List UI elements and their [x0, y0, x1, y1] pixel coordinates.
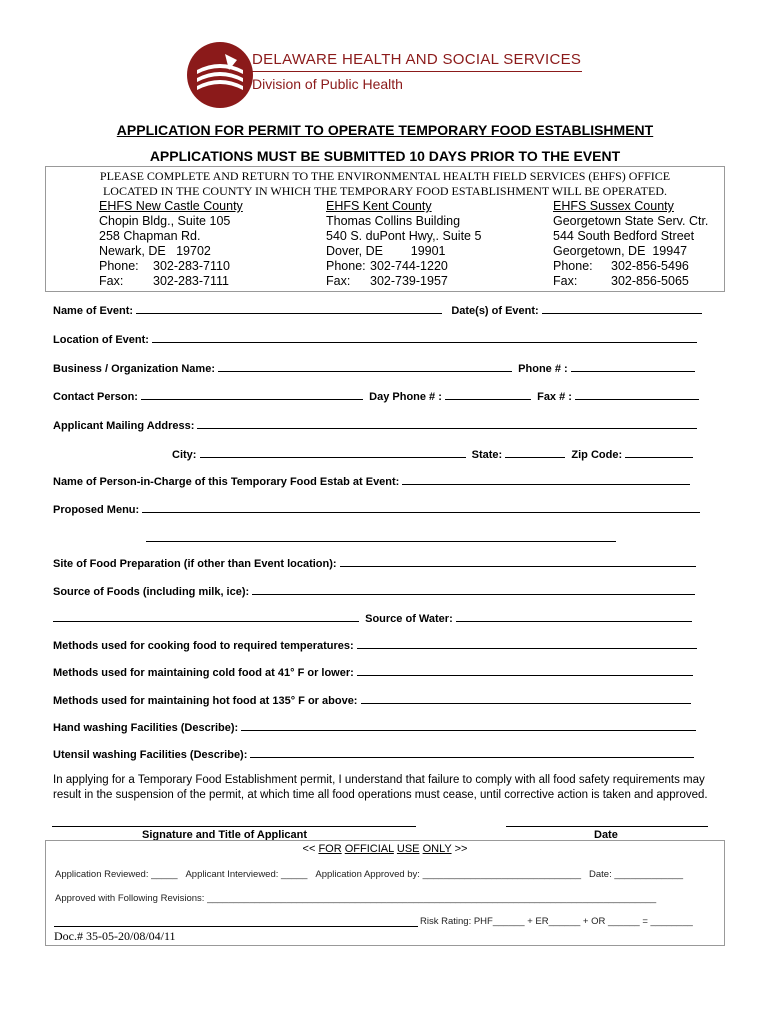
phone-field[interactable] — [571, 370, 695, 372]
water-source-field[interactable] — [456, 620, 692, 622]
cold-field[interactable] — [357, 674, 693, 676]
official-date[interactable]: Date: _____________ — [589, 869, 684, 880]
form-subtitle: APPLICATIONS MUST BE SUBMITTED 10 DAYS PRIOR TO THE EVENT — [149, 148, 621, 164]
food-source-label: Source of Foods (including milk, ice): — [53, 586, 250, 598]
event-dates-field[interactable] — [542, 312, 702, 314]
revisions-line[interactable] — [54, 926, 418, 927]
pic-field[interactable] — [402, 483, 690, 485]
event-name-field[interactable] — [136, 312, 442, 314]
office-line: 544 South Bedford Street — [553, 229, 695, 243]
heading-use: USE — [396, 843, 420, 855]
cooking-label: Methods used for cooking food to required temperatures: — [53, 640, 354, 652]
office-line: Chopin Bldg., Suite 105 — [99, 214, 231, 228]
state-label: State: — [471, 449, 503, 461]
cooking-field[interactable] — [357, 647, 697, 649]
fax-label: Fax # : — [537, 391, 572, 403]
applicant-statement: In applying for a Temporary Food Establishment permit, I understand that failure to comply with all food safety requirements may result in the suspension of the permit, at which time all food operations must cease, until corrective action is taken and approved. — [53, 774, 708, 801]
zip-label: Zip Code: — [571, 449, 623, 461]
location-label: Location of Event: — [53, 334, 149, 346]
signature-line[interactable] — [52, 826, 416, 827]
office-name: EHFS Sussex County — [553, 199, 674, 213]
office-fax: 302-856-5065 — [611, 274, 689, 288]
hot-field[interactable] — [361, 702, 691, 704]
utensil-field[interactable] — [250, 756, 694, 758]
form-title: APPLICATION FOR PERMIT TO OPERATE TEMPORARY FOOD ESTABLISHMENT — [116, 122, 654, 138]
applicant-interviewed[interactable]: Applicant Interviewed: _____ — [185, 869, 308, 880]
office-line: Dover, DE 19901 — [326, 244, 446, 258]
office-line: 540 S. duPont Hwy,. Suite 5 — [326, 229, 482, 243]
heading-suffix: >> — [451, 843, 468, 855]
office-new-castle — [99, 199, 243, 289]
day-phone-label: Day Phone # : — [369, 391, 442, 403]
contact-field[interactable] — [141, 398, 363, 400]
office-kent — [326, 199, 481, 289]
utensil-label: Utensil washing Facilities (Describe): — [53, 749, 248, 761]
zip-field[interactable] — [625, 456, 693, 458]
cold-label: Methods used for maintaining cold food at 41° F or lower: — [53, 667, 354, 679]
handwash-label: Hand washing Facilities (Describe): — [53, 722, 239, 734]
phone-label: Phone: — [326, 259, 366, 273]
location-field[interactable] — [152, 341, 697, 343]
risk-rating[interactable]: Risk Rating: PHF______ + ER______ + OR ______ = ________ — [420, 916, 693, 927]
dhss-logo — [185, 40, 255, 110]
event-name-label: Name of Event: — [53, 305, 134, 317]
food-source-field[interactable] — [252, 593, 695, 595]
office-fax: 302-739-1957 — [370, 274, 448, 288]
pic-label: Name of Person-in-Charge of this Temporary Food Estab at Event: — [53, 476, 400, 488]
business-label: Business / Organization Name: — [53, 363, 215, 375]
mailing-label: Applicant Mailing Address: — [53, 420, 195, 432]
mailing-field[interactable] — [197, 427, 697, 429]
office-name: EHFS Kent County — [326, 199, 432, 213]
approved-revisions[interactable]: Approved with Following Revisions: _____________________________________________________________________________________ — [55, 893, 657, 904]
office-line: Newark, DE 19702 — [99, 244, 211, 258]
phone-label: Phone: — [99, 259, 139, 273]
office-line: Thomas Collins Building — [326, 214, 461, 228]
instruction-line: PLEASE COMPLETE AND RETURN TO THE ENVIRONMENTAL HEALTH FIELD SERVICES (EHFS) OFFICE — [99, 169, 671, 183]
event-dates-label: Date(s) of Event: — [451, 305, 539, 317]
document-number: Doc.# 35-05-20/08/04/11 — [54, 929, 176, 943]
menu-field-line2[interactable] — [146, 541, 616, 542]
official-use-heading — [0, 843, 770, 855]
date-label: Date — [594, 829, 618, 840]
water-source-label: Source of Water: — [365, 613, 453, 625]
office-phone: 302-856-5496 — [611, 259, 689, 273]
phone-label: Phone: — [553, 259, 593, 273]
office-phone: 302-744-1220 — [370, 259, 448, 273]
fax-label: Fax: — [553, 274, 578, 288]
contact-label: Contact Person: — [53, 391, 138, 403]
application-reviewed[interactable]: Application Reviewed: _____ — [55, 869, 178, 880]
date-line[interactable] — [506, 826, 708, 827]
header-rule — [252, 71, 582, 72]
hot-label: Methods used for maintaining hot food at 135° F or above: — [53, 695, 358, 707]
office-line: Georgetown, DE 19947 — [553, 244, 688, 258]
handwash-field[interactable] — [241, 729, 696, 731]
city-label: City: — [172, 449, 197, 461]
division-name: Division of Public Health — [252, 76, 403, 92]
food-source-field-line2[interactable] — [53, 620, 359, 622]
org-name: DELAWARE HEALTH AND SOCIAL SERVICES — [252, 51, 582, 68]
application-approved-by[interactable]: Application Approved by: ______________________________ — [315, 869, 582, 880]
menu-label: Proposed Menu: — [53, 504, 140, 516]
day-phone-field[interactable] — [445, 398, 531, 400]
office-line: 258 Chapman Rd. — [99, 229, 201, 243]
prep-site-field[interactable] — [340, 565, 696, 567]
office-fax: 302-283-7111 — [153, 274, 229, 288]
fax-field[interactable] — [575, 398, 699, 400]
phone-label: Phone # : — [518, 363, 568, 375]
heading-for: FOR — [318, 843, 342, 855]
city-field[interactable] — [200, 456, 466, 458]
prep-site-label: Site of Food Preparation (if other than Event location): — [53, 558, 337, 570]
menu-field[interactable] — [142, 511, 700, 513]
office-name: EHFS New Castle County — [99, 199, 243, 213]
state-field[interactable] — [505, 456, 565, 458]
business-field[interactable] — [218, 370, 512, 372]
fax-label: Fax: — [99, 274, 124, 288]
office-phone: 302-283-7110 — [153, 259, 230, 273]
instruction-line: LOCATED IN THE COUNTY IN WHICH THE TEMPORARY FOOD ESTABLISHMENT WILL BE OPERATED. — [102, 184, 668, 198]
heading-official: OFFICIAL — [344, 843, 394, 855]
fax-label: Fax: — [326, 274, 351, 288]
signature-label: Signature and Title of Applicant — [142, 829, 308, 840]
heading-prefix: << — [302, 843, 319, 855]
office-line: Georgetown State Serv. Ctr. — [553, 214, 709, 228]
heading-only: ONLY — [422, 843, 452, 855]
office-sussex — [553, 199, 708, 289]
